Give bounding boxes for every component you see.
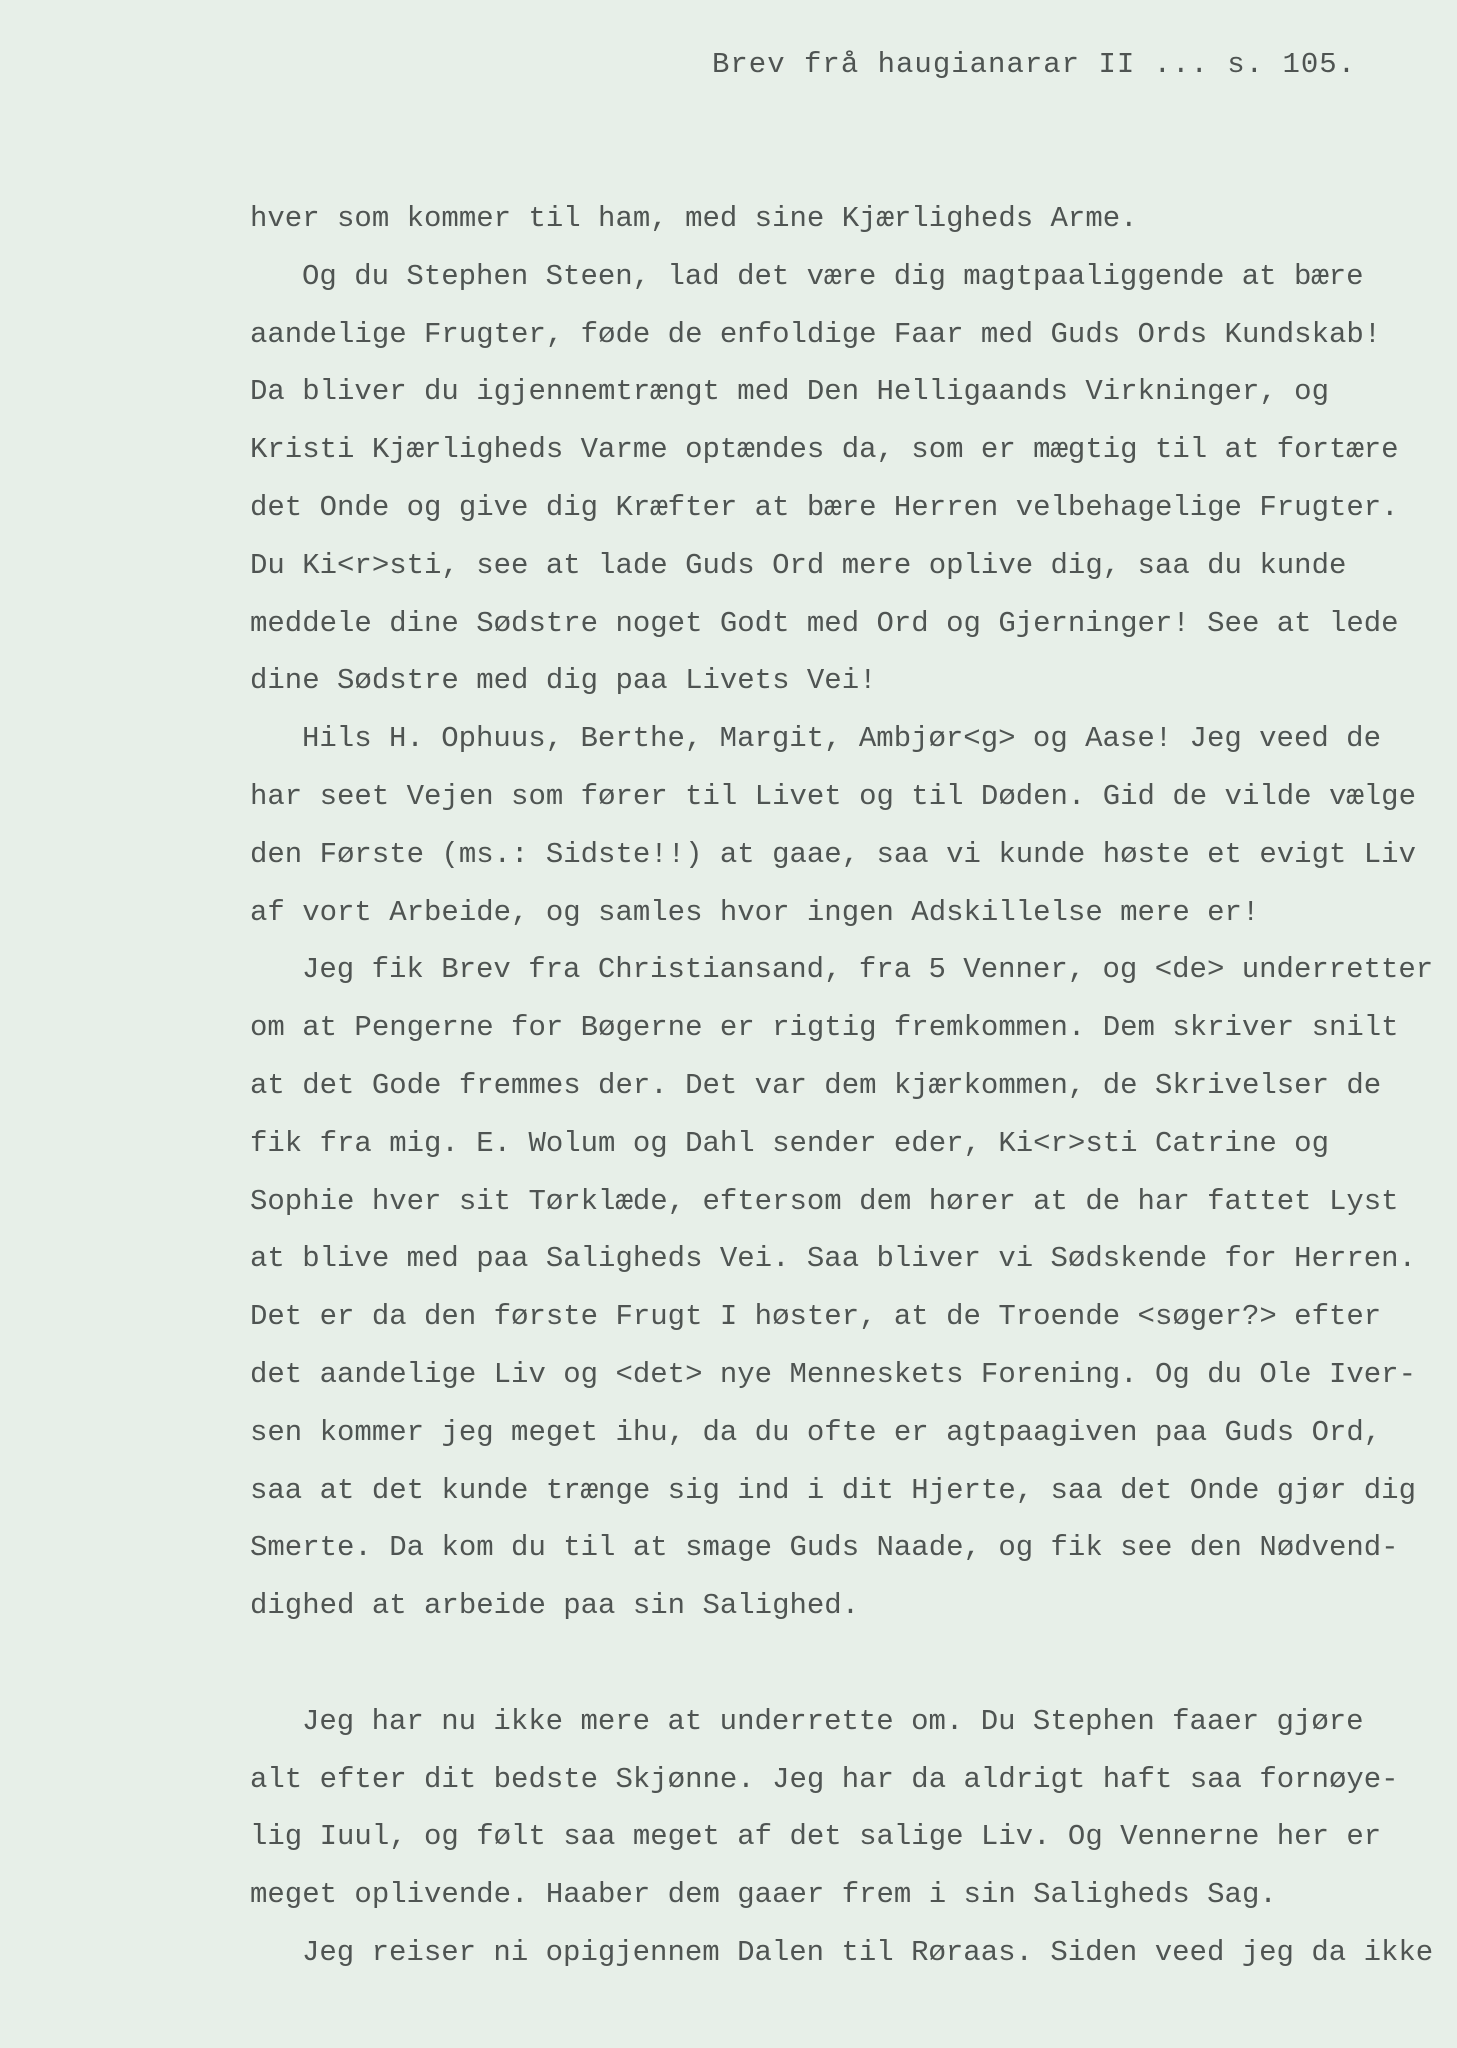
text-line: Kristi Kjærligheds Varme optændes da, som er mægtig til at fortære (250, 433, 1399, 467)
text-line: aandelige Frugter, føde de enfoldige Faar med Guds Ords Kundskab! (250, 317, 1382, 351)
text-line: det Onde og give dig Kræfter at bære Herren velbehagelige Frugter. (250, 490, 1399, 524)
text-line: Jeg fik Brev fra Christiansand, fra 5 Venner, og <de> underretter (302, 953, 1434, 987)
text-line: meddele dine Sødstre noget Godt med Ord og Gjerninger! See at lede (250, 606, 1399, 640)
text-line: Hils H. Ophuus, Berthe, Margit, Ambjør<g> og Aase! Jeg veed de (302, 722, 1381, 756)
text-line: Smerte. Da kom du til at smage Guds Naade, og fik see den Nødvend- (250, 1531, 1399, 1565)
page-header: Brev frå haugianarar II ... s. 105. (712, 48, 1357, 81)
text-line: dighed at arbeide paa sin Salighed. (250, 1589, 860, 1623)
text-line: Da bliver du igjennemtrængt med Den Helligaands Virkninger, og (250, 375, 1329, 409)
text-line: den Første (ms.: Sidste!!) at gaae, saa vi kunde høste et evigt Liv (250, 837, 1416, 871)
text-line (250, 1635, 1430, 1693)
text-line: har seet Vejen som fører til Livet og til Døden. Gid de vilde vælge (250, 779, 1416, 813)
text-line: at blive med paa Saligheds Vei. Saa bliver vi Sødskende for Herren. (250, 1242, 1416, 1276)
text-line: lig Iuul, og følt saa meget af det salige Liv. Og Vennerne her er (250, 1820, 1382, 1854)
text-line: sen kommer jeg meget ihu, da du ofte er agtpaagiven paa Guds Ord, (250, 1415, 1382, 1449)
text-line: at det Gode fremmes der. Det var dem kjærkommen, de Skrivelser de (250, 1068, 1382, 1102)
letter-body (250, 190, 1434, 1982)
text-line: alt efter dit bedste Skjønne. Jeg har da aldrigt haft saa fornøye- (250, 1762, 1399, 1796)
text-line: Jeg reiser ni opigjennem Dalen til Røraas. Siden veed jeg da ikke (302, 1935, 1434, 1969)
text-line: Jeg har nu ikke mere at underrette om. Du Stephen faaer gjøre (302, 1704, 1364, 1738)
text-line: Du Ki<r>sti, see at lade Guds Ord mere oplive dig, saa du kunde (250, 548, 1347, 582)
text-line: Og du Stephen Steen, lad det være dig magtpaaliggende at bære (302, 259, 1364, 293)
text-line: det aandelige Liv og <det> nye Menneskets Forening. Og du Ole Iver- (250, 1357, 1416, 1391)
text-line: saa at det kunde trænge sig ind i dit Hjerte, saa det Onde gjør dig (250, 1473, 1416, 1507)
text-line: af vort Arbeide, og samles hvor ingen Adskillelse mere er! (250, 895, 1260, 929)
text-line: Det er da den første Frugt I høster, at de Troende <søger?> efter (250, 1300, 1382, 1334)
text-line: meget oplivende. Haaber dem gaaer frem i sin Saligheds Sag. (250, 1878, 1277, 1912)
text-line: hver som kommer til ham, med sine Kjærligheds Arme. (250, 202, 1138, 235)
text-line: fik fra mig. E. Wolum og Dahl sender eder, Ki<r>sti Catrine og (250, 1126, 1329, 1160)
text-line: dine Sødstre med dig paa Livets Vei! (250, 664, 877, 698)
text-line: om at Pengerne for Bøgerne er rigtig fremkommen. Dem skriver snilt (250, 1011, 1399, 1045)
text-line: Sophie hver sit Tørklæde, eftersom dem hører at de har fattet Lyst (250, 1184, 1399, 1218)
